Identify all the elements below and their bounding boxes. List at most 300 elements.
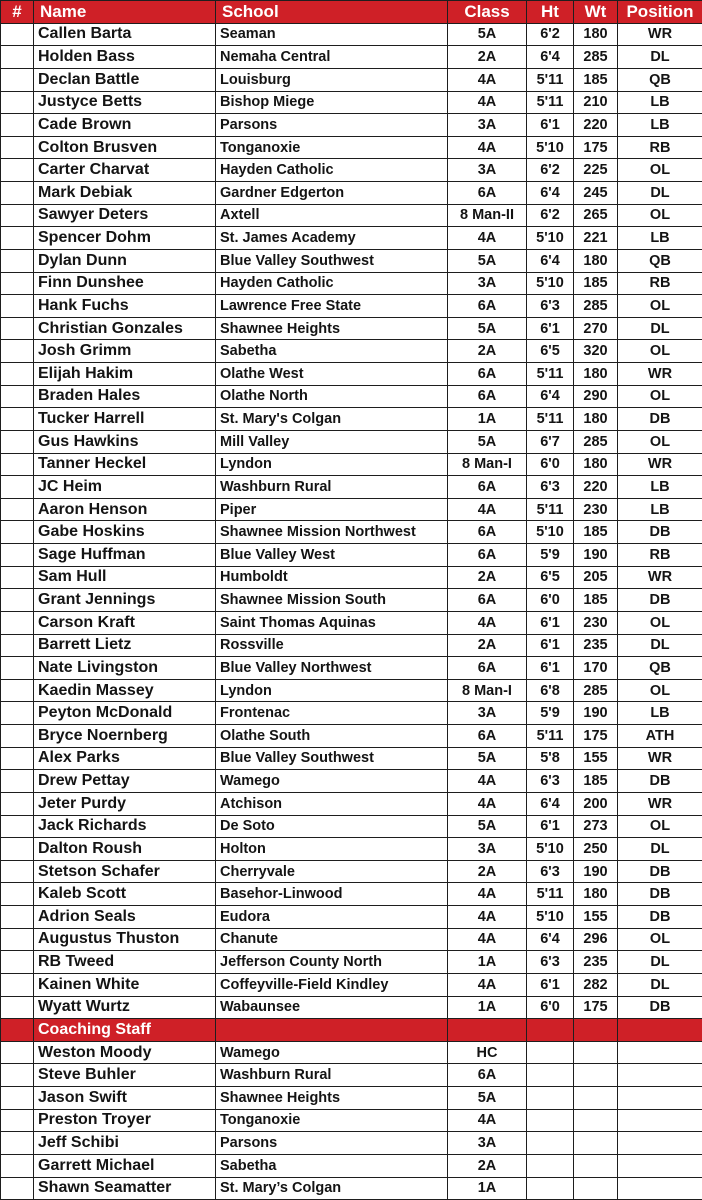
player-weight: 155 — [574, 747, 618, 770]
player-height: 6'7 — [527, 430, 574, 453]
player-height: 6'5 — [527, 340, 574, 363]
table-row — [1, 227, 702, 250]
row-number-cell — [1, 363, 34, 386]
player-height: 6'4 — [527, 182, 574, 205]
player-weight: 185 — [574, 589, 618, 612]
table-row — [1, 838, 702, 861]
player-position: DB — [618, 408, 702, 431]
row-number-cell — [1, 1177, 34, 1200]
player-name: Mark Debiak — [34, 182, 216, 205]
table-row — [1, 385, 702, 408]
player-class: 3A — [448, 114, 527, 137]
player-name: RB Tweed — [34, 951, 216, 974]
player-name: Spencer Dohm — [34, 227, 216, 250]
roster-body — [1, 23, 702, 1200]
player-position: WR — [618, 453, 702, 476]
player-name: Wyatt Wurtz — [34, 996, 216, 1019]
player-position: DL — [618, 973, 702, 996]
player-class: 5A — [448, 430, 527, 453]
player-name: Cade Brown — [34, 114, 216, 137]
staff-row — [1, 1154, 702, 1177]
player-weight: 170 — [574, 657, 618, 680]
player-weight: 180 — [574, 249, 618, 272]
player-school: Wabaunsee — [216, 996, 448, 1019]
player-weight: 220 — [574, 114, 618, 137]
player-position — [618, 1132, 702, 1155]
player-school: Gardner Edgerton — [216, 182, 448, 205]
player-name: Adrion Seals — [34, 906, 216, 929]
player-name: Holden Bass — [34, 46, 216, 69]
player-position: DL — [618, 951, 702, 974]
player-school: Atchison — [216, 792, 448, 815]
section-cell — [448, 1019, 527, 1042]
player-weight: 175 — [574, 725, 618, 748]
player-weight — [574, 1109, 618, 1132]
player-school: St. James Academy — [216, 227, 448, 250]
player-weight: 235 — [574, 634, 618, 657]
player-height: 5'11 — [527, 498, 574, 521]
player-height: 5'10 — [527, 272, 574, 295]
row-number-cell — [1, 340, 34, 363]
player-height: 6'0 — [527, 996, 574, 1019]
player-school: Hayden Catholic — [216, 159, 448, 182]
player-school: Frontenac — [216, 702, 448, 725]
player-school: Shawnee Heights — [216, 1087, 448, 1110]
player-weight: 220 — [574, 476, 618, 499]
player-position — [618, 1109, 702, 1132]
player-weight: 285 — [574, 295, 618, 318]
table-row — [1, 476, 702, 499]
player-class: 8 Man-I — [448, 679, 527, 702]
player-school: Seaman — [216, 23, 448, 46]
player-weight: 210 — [574, 91, 618, 114]
row-number-cell — [1, 114, 34, 137]
player-weight — [574, 1087, 618, 1110]
player-weight — [574, 1041, 618, 1064]
player-name: Christian Gonzales — [34, 317, 216, 340]
player-class: 5A — [448, 23, 527, 46]
player-position: WR — [618, 363, 702, 386]
player-class: 1A — [448, 408, 527, 431]
player-school: Jefferson County North — [216, 951, 448, 974]
player-name: Declan Battle — [34, 68, 216, 91]
table-row — [1, 657, 702, 680]
player-position: QB — [618, 249, 702, 272]
player-weight: 175 — [574, 996, 618, 1019]
player-name: Braden Hales — [34, 385, 216, 408]
table-row — [1, 792, 702, 815]
player-position: DL — [618, 317, 702, 340]
player-height: 5'11 — [527, 91, 574, 114]
table-row — [1, 747, 702, 770]
row-number-cell — [1, 883, 34, 906]
player-weight: 285 — [574, 430, 618, 453]
row-number-cell — [1, 23, 34, 46]
player-class: 6A — [448, 589, 527, 612]
player-class: 3A — [448, 1132, 527, 1155]
player-name: Bryce Noernberg — [34, 725, 216, 748]
player-school: Wamego — [216, 1041, 448, 1064]
coaching-staff-section-row — [1, 1019, 702, 1042]
player-name: Gus Hawkins — [34, 430, 216, 453]
player-name: Callen Barta — [34, 23, 216, 46]
player-weight: 175 — [574, 136, 618, 159]
row-number-cell — [1, 498, 34, 521]
player-school: Nemaha Central — [216, 46, 448, 69]
player-name: Carter Charvat — [34, 159, 216, 182]
player-position: LB — [618, 702, 702, 725]
player-class: 6A — [448, 657, 527, 680]
player-school: Shawnee Mission Northwest — [216, 521, 448, 544]
player-school: Lyndon — [216, 679, 448, 702]
row-number-cell — [1, 657, 34, 680]
player-class: 4A — [448, 611, 527, 634]
player-school: Shawnee Mission South — [216, 589, 448, 612]
row-number-cell — [1, 634, 34, 657]
player-class: 1A — [448, 1177, 527, 1200]
player-school: Hayden Catholic — [216, 272, 448, 295]
player-school: Parsons — [216, 1132, 448, 1155]
player-position: DB — [618, 770, 702, 793]
player-height: 6'3 — [527, 295, 574, 318]
player-school: Coffeyville-Field Kindley — [216, 973, 448, 996]
player-name: Tucker Harrell — [34, 408, 216, 431]
player-school: Saint Thomas Aquinas — [216, 611, 448, 634]
table-row — [1, 770, 702, 793]
player-position: DB — [618, 996, 702, 1019]
player-height: 5'11 — [527, 883, 574, 906]
row-number-cell — [1, 91, 34, 114]
player-name: Josh Grimm — [34, 340, 216, 363]
row-number-cell — [1, 46, 34, 69]
table-row — [1, 272, 702, 295]
player-height: 6'3 — [527, 860, 574, 883]
row-number-cell — [1, 453, 34, 476]
player-name: Grant Jennings — [34, 589, 216, 612]
staff-row — [1, 1087, 702, 1110]
player-name: Colton Brusven — [34, 136, 216, 159]
table-row — [1, 566, 702, 589]
player-weight — [574, 1064, 618, 1087]
player-height: 6'2 — [527, 204, 574, 227]
player-class: 4A — [448, 498, 527, 521]
row-number-cell — [1, 725, 34, 748]
table-row — [1, 951, 702, 974]
table-row — [1, 408, 702, 431]
player-weight: 180 — [574, 408, 618, 431]
table-row — [1, 23, 702, 46]
player-name: Peyton McDonald — [34, 702, 216, 725]
player-position: WR — [618, 566, 702, 589]
table-row — [1, 91, 702, 114]
player-class: 1A — [448, 951, 527, 974]
player-school: Piper — [216, 498, 448, 521]
player-weight: 205 — [574, 566, 618, 589]
player-class: 4A — [448, 1109, 527, 1132]
player-class: 5A — [448, 747, 527, 770]
table-row — [1, 679, 702, 702]
player-class: 2A — [448, 340, 527, 363]
row-number-cell — [1, 430, 34, 453]
player-school: Tonganoxie — [216, 1109, 448, 1132]
player-weight: 320 — [574, 340, 618, 363]
player-weight: 273 — [574, 815, 618, 838]
row-number-cell — [1, 1132, 34, 1155]
player-position: RB — [618, 136, 702, 159]
row-number-cell — [1, 589, 34, 612]
player-height: 6'2 — [527, 23, 574, 46]
row-number-cell — [1, 1064, 34, 1087]
header-class: Class — [448, 1, 527, 24]
player-name: Sage Huffman — [34, 544, 216, 567]
player-class: 4A — [448, 68, 527, 91]
player-class: 6A — [448, 1064, 527, 1087]
row-number-cell — [1, 860, 34, 883]
player-position: LB — [618, 91, 702, 114]
table-row — [1, 928, 702, 951]
table-row — [1, 611, 702, 634]
player-position: OL — [618, 385, 702, 408]
row-number-cell — [1, 544, 34, 567]
player-name: Alex Parks — [34, 747, 216, 770]
row-number-cell — [1, 317, 34, 340]
player-school: Cherryvale — [216, 860, 448, 883]
player-weight: 285 — [574, 679, 618, 702]
player-position: DB — [618, 589, 702, 612]
player-name: Aaron Henson — [34, 498, 216, 521]
table-row — [1, 860, 702, 883]
player-class: HC — [448, 1041, 527, 1064]
player-height — [527, 1109, 574, 1132]
player-height: 5'11 — [527, 725, 574, 748]
player-name: Preston Troyer — [34, 1109, 216, 1132]
player-position: OL — [618, 611, 702, 634]
header-school: School — [216, 1, 448, 24]
row-number-cell — [1, 928, 34, 951]
player-position: OL — [618, 430, 702, 453]
player-weight: 250 — [574, 838, 618, 861]
player-position: DB — [618, 521, 702, 544]
player-height: 5'10 — [527, 906, 574, 929]
player-name: Dylan Dunn — [34, 249, 216, 272]
player-name: Justyce Betts — [34, 91, 216, 114]
player-weight: 230 — [574, 611, 618, 634]
player-height: 5'9 — [527, 544, 574, 567]
player-school: Washburn Rural — [216, 476, 448, 499]
player-position: DL — [618, 838, 702, 861]
player-class: 6A — [448, 182, 527, 205]
player-class: 2A — [448, 1154, 527, 1177]
row-number-cell — [1, 521, 34, 544]
player-position: DB — [618, 906, 702, 929]
player-name: Sawyer Deters — [34, 204, 216, 227]
table-row — [1, 815, 702, 838]
player-height: 5'11 — [527, 68, 574, 91]
player-position — [618, 1154, 702, 1177]
row-number-cell — [1, 295, 34, 318]
table-row — [1, 68, 702, 91]
player-name: Garrett Michael — [34, 1154, 216, 1177]
table-row — [1, 295, 702, 318]
player-height: 6'1 — [527, 611, 574, 634]
player-class: 4A — [448, 906, 527, 929]
player-name: Kaedin Massey — [34, 679, 216, 702]
player-position: DB — [618, 860, 702, 883]
staff-row — [1, 1064, 702, 1087]
player-name: Drew Pettay — [34, 770, 216, 793]
player-school: Rossville — [216, 634, 448, 657]
player-position: OL — [618, 295, 702, 318]
player-class: 6A — [448, 295, 527, 318]
player-position: OL — [618, 340, 702, 363]
player-height: 6'2 — [527, 159, 574, 182]
player-school: Olathe West — [216, 363, 448, 386]
player-height: 5'10 — [527, 521, 574, 544]
table-row — [1, 363, 702, 386]
player-name: Sam Hull — [34, 566, 216, 589]
row-number-cell — [1, 227, 34, 250]
player-height: 5'11 — [527, 408, 574, 431]
row-number-cell — [1, 1087, 34, 1110]
player-height — [527, 1041, 574, 1064]
player-weight: 230 — [574, 498, 618, 521]
player-position: DB — [618, 883, 702, 906]
table-row — [1, 521, 702, 544]
row-number-cell — [1, 951, 34, 974]
player-position: QB — [618, 657, 702, 680]
player-name: Carson Kraft — [34, 611, 216, 634]
row-number-cell — [1, 770, 34, 793]
player-position: OL — [618, 159, 702, 182]
player-name: Barrett Lietz — [34, 634, 216, 657]
player-weight: 180 — [574, 883, 618, 906]
table-row — [1, 453, 702, 476]
player-name: Hank Fuchs — [34, 295, 216, 318]
player-position: WR — [618, 747, 702, 770]
player-name: Jeter Purdy — [34, 792, 216, 815]
table-row — [1, 204, 702, 227]
player-class: 5A — [448, 249, 527, 272]
player-height: 5'10 — [527, 838, 574, 861]
player-school: Olathe North — [216, 385, 448, 408]
player-class: 5A — [448, 317, 527, 340]
player-position: LB — [618, 114, 702, 137]
player-position: WR — [618, 23, 702, 46]
row-number-cell — [1, 68, 34, 91]
player-weight: 180 — [574, 453, 618, 476]
player-position: OL — [618, 928, 702, 951]
row-number-cell — [1, 996, 34, 1019]
player-school: Tonganoxie — [216, 136, 448, 159]
player-class: 4A — [448, 91, 527, 114]
player-class: 6A — [448, 476, 527, 499]
player-school: Sabetha — [216, 1154, 448, 1177]
player-height — [527, 1087, 574, 1110]
header-height: Ht — [527, 1, 574, 24]
player-height: 6'0 — [527, 453, 574, 476]
player-school: Blue Valley West — [216, 544, 448, 567]
player-height: 5'10 — [527, 227, 574, 250]
player-weight: 185 — [574, 770, 618, 793]
player-weight: 185 — [574, 272, 618, 295]
row-number-cell — [1, 249, 34, 272]
player-position — [618, 1087, 702, 1110]
row-number-cell — [1, 611, 34, 634]
table-row — [1, 634, 702, 657]
table-row — [1, 114, 702, 137]
player-class: 6A — [448, 544, 527, 567]
player-name: Tanner Heckel — [34, 453, 216, 476]
player-name: Shawn Seamatter — [34, 1177, 216, 1200]
row-number-cell — [1, 272, 34, 295]
player-name: Jason Swift — [34, 1087, 216, 1110]
table-row — [1, 340, 702, 363]
player-height: 6'4 — [527, 249, 574, 272]
section-cell — [1, 1019, 34, 1042]
player-school: Lyndon — [216, 453, 448, 476]
player-position — [618, 1041, 702, 1064]
table-row — [1, 973, 702, 996]
player-weight: 180 — [574, 23, 618, 46]
player-school: Parsons — [216, 114, 448, 137]
section-cell — [527, 1019, 574, 1042]
table-row — [1, 249, 702, 272]
staff-row — [1, 1132, 702, 1155]
table-row — [1, 136, 702, 159]
player-name: Steve Buhler — [34, 1064, 216, 1087]
player-weight: 290 — [574, 385, 618, 408]
header-position: Position — [618, 1, 702, 24]
player-position — [618, 1064, 702, 1087]
player-name: Kaleb Scott — [34, 883, 216, 906]
player-class: 4A — [448, 136, 527, 159]
header-weight: Wt — [574, 1, 618, 24]
player-name: Stetson Schafer — [34, 860, 216, 883]
staff-row — [1, 1109, 702, 1132]
player-class: 6A — [448, 521, 527, 544]
player-school: Eudora — [216, 906, 448, 929]
player-weight: 185 — [574, 521, 618, 544]
player-position — [618, 1177, 702, 1200]
player-class: 3A — [448, 272, 527, 295]
player-class: 3A — [448, 838, 527, 861]
player-class: 3A — [448, 159, 527, 182]
player-class: 8 Man-I — [448, 453, 527, 476]
player-position: WR — [618, 792, 702, 815]
player-school: Axtell — [216, 204, 448, 227]
player-position: OL — [618, 679, 702, 702]
player-weight: 190 — [574, 702, 618, 725]
row-number-cell — [1, 792, 34, 815]
player-height: 6'3 — [527, 951, 574, 974]
player-school: Olathe South — [216, 725, 448, 748]
player-school: Lawrence Free State — [216, 295, 448, 318]
row-number-cell — [1, 906, 34, 929]
staff-row — [1, 1177, 702, 1200]
table-row — [1, 996, 702, 1019]
player-school: Humboldt — [216, 566, 448, 589]
player-class: 2A — [448, 860, 527, 883]
row-number-cell — [1, 838, 34, 861]
player-class: 4A — [448, 883, 527, 906]
player-school: Blue Valley Southwest — [216, 747, 448, 770]
player-position: QB — [618, 68, 702, 91]
player-height: 6'1 — [527, 815, 574, 838]
player-class: 2A — [448, 46, 527, 69]
row-number-cell — [1, 679, 34, 702]
player-weight: 190 — [574, 860, 618, 883]
player-class: 5A — [448, 815, 527, 838]
